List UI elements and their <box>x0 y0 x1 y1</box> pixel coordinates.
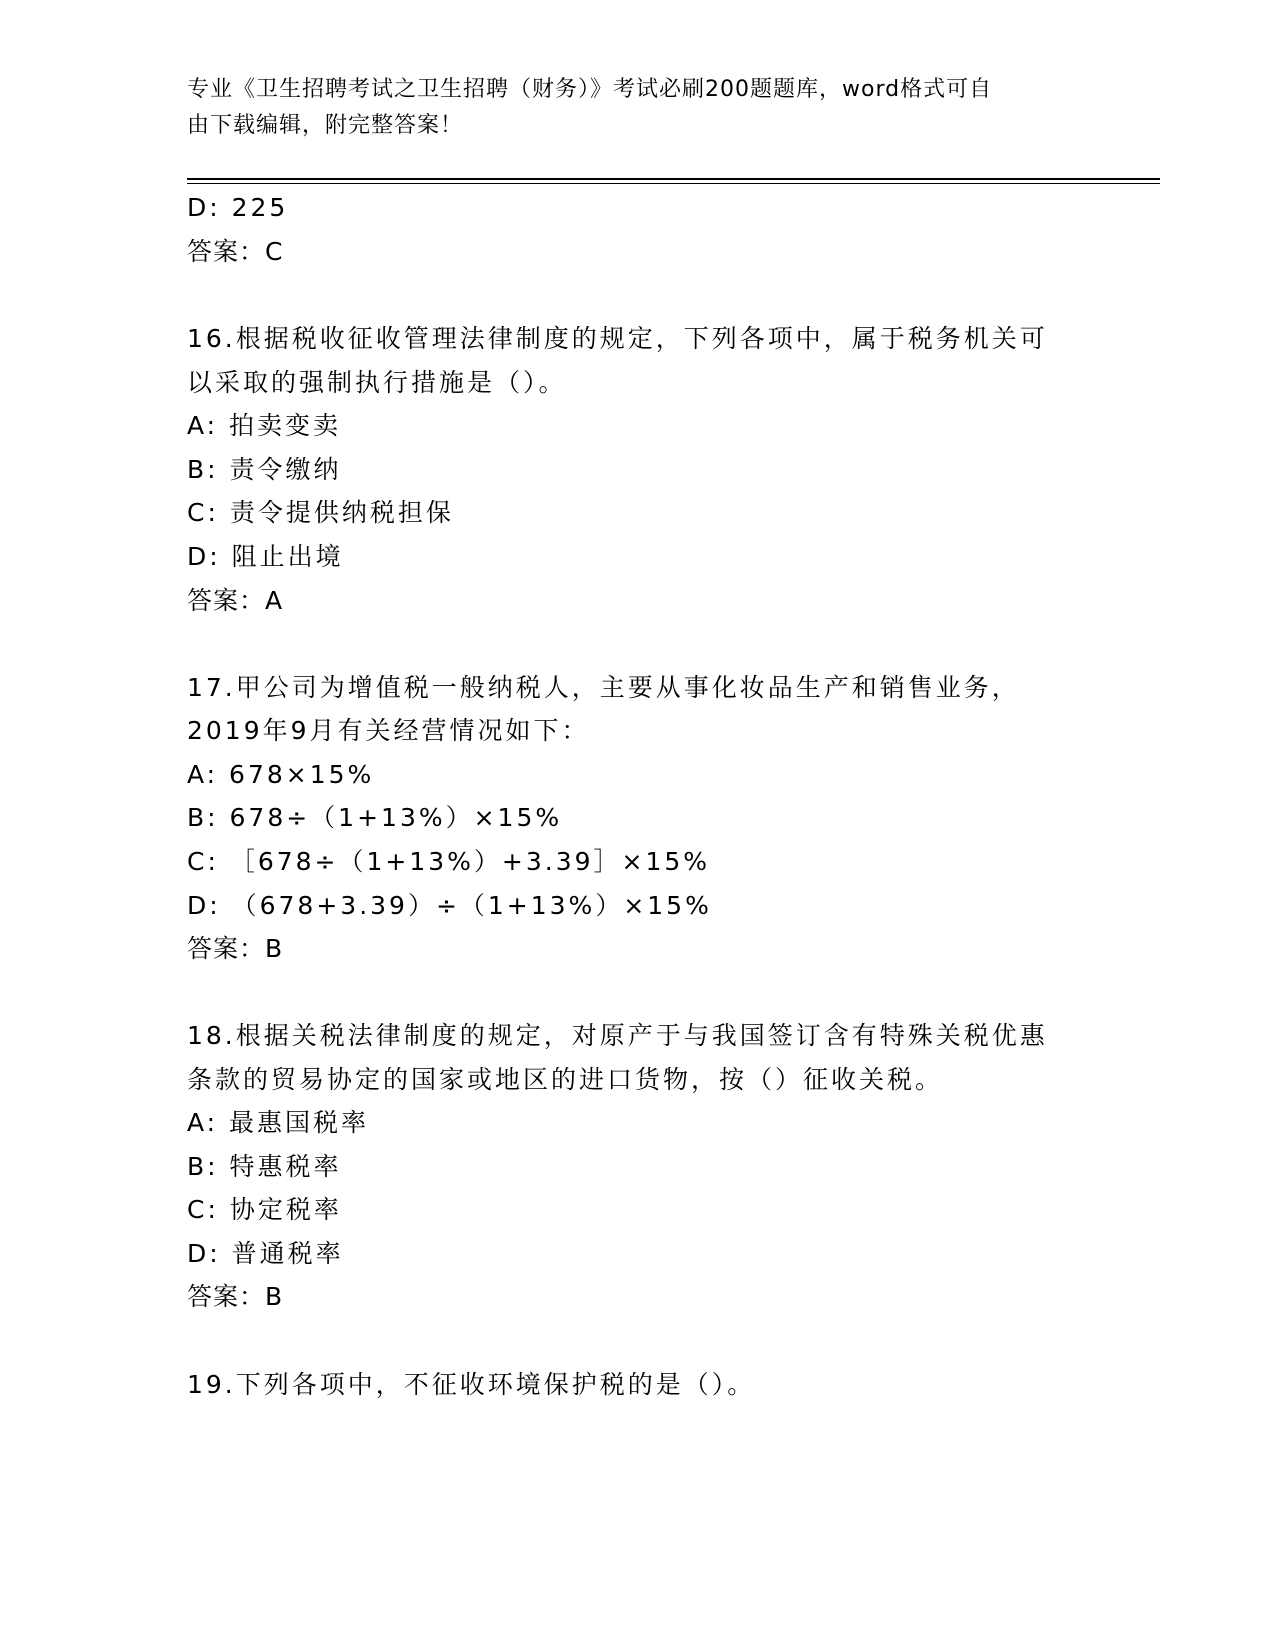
q17-option-a: A: 678×15% <box>187 760 375 789</box>
header-rule-thick <box>187 178 1160 180</box>
q16-option-b: B: 责令缴纳 <box>187 455 342 484</box>
q16-answer: 答案：A <box>187 586 284 615</box>
q17-stem-line-1: 17.甲公司为增值税一般纳税人，主要从事化妆品生产和销售业务， <box>187 673 1020 702</box>
q18-option-b: B: 特惠税率 <box>187 1152 342 1181</box>
q18-answer: 答案：B <box>187 1282 284 1311</box>
q18-stem-line-1: 18.根据关税法律制度的规定，对原产于与我国签订含有特殊关税优惠 <box>187 1021 1048 1050</box>
q16-option-a: A: 拍卖变卖 <box>187 411 342 440</box>
q16-stem-line-2: 以采取的强制执行措施是（）。 <box>187 368 567 397</box>
header-line-2: 由下载编辑，附完整答案！ <box>187 113 464 138</box>
q17-answer: 答案：B <box>187 934 284 963</box>
q16-option-d: D: 阻止出境 <box>187 542 344 571</box>
q17-stem-line-2: 2019年9月有关经营情况如下： <box>187 716 590 745</box>
q15-answer: 答案：C <box>187 237 284 266</box>
q18-option-a: A: 最惠国税率 <box>187 1108 370 1137</box>
q19-stem-line-1: 19.下列各项中，不征收环境保护税的是（）。 <box>187 1370 756 1399</box>
header-rule-thin <box>187 183 1160 184</box>
q17-option-d: D: （678+3.39）÷（1+13%）×15% <box>187 891 712 920</box>
q18-stem-line-2: 条款的贸易协定的国家或地区的进口货物，按（）征收关税。 <box>187 1065 944 1094</box>
q16-option-c: C: 责令提供纳税担保 <box>187 498 454 527</box>
q18-option-c: C: 协定税率 <box>187 1195 342 1224</box>
q15-option-d: D: 225 <box>187 193 289 222</box>
header-line-1: 专业《卫生招聘考试之卫生招聘（财务）》考试必刷200题题库，word格式可自 <box>187 77 993 102</box>
q17-option-b: B: 678÷（1+13%）×15% <box>187 803 563 832</box>
q16-stem-line-1: 16.根据税收征收管理法律制度的规定，下列各项中，属于税务机关可 <box>187 324 1048 353</box>
q17-option-c: C: ［678÷（1+13%）+3.39］×15% <box>187 847 711 876</box>
q18-option-d: D: 普通税率 <box>187 1239 344 1268</box>
document-header <box>187 72 1087 144</box>
